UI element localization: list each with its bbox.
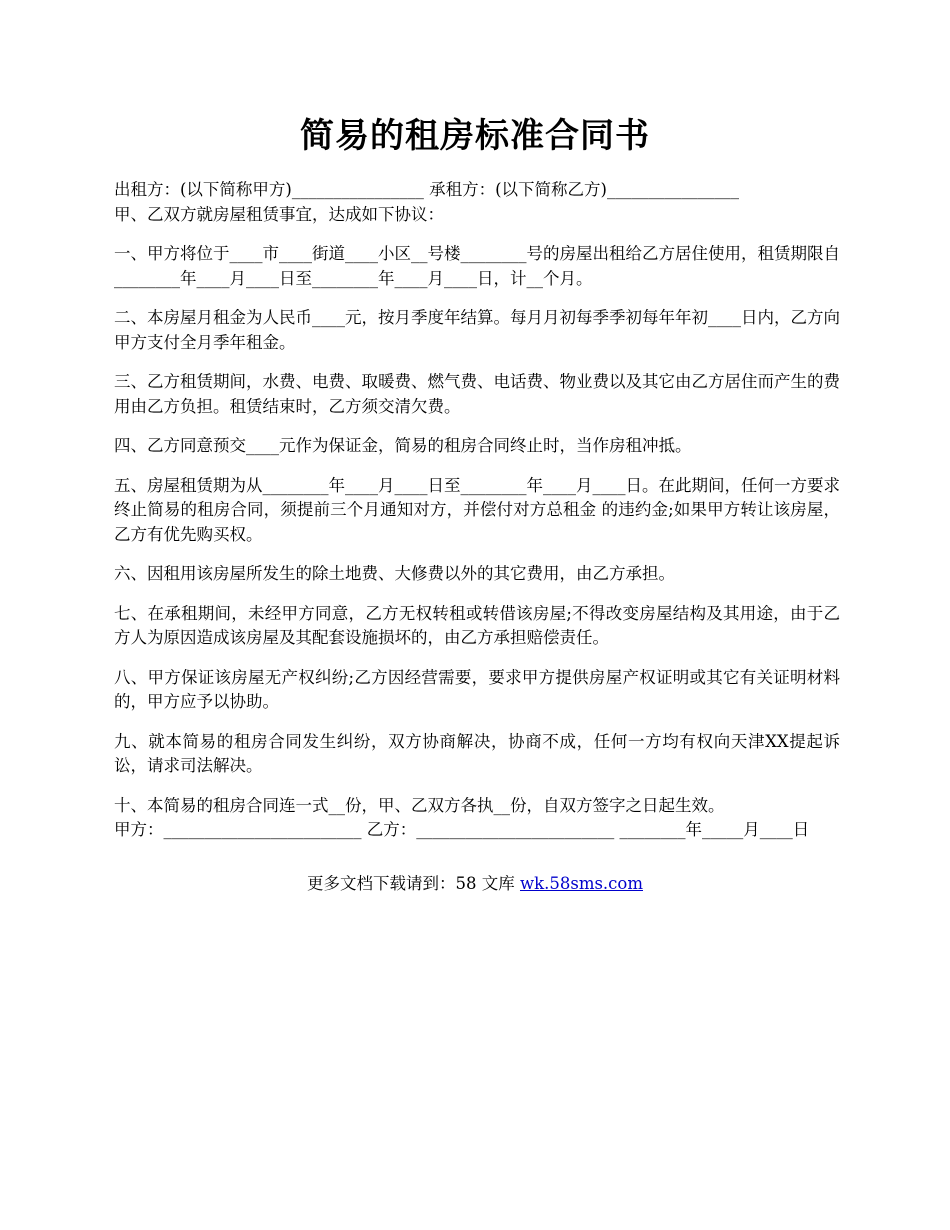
footer-prefix: 更多文档下载请到：58 文库 xyxy=(306,874,520,893)
clause-3: 三、乙方租赁期间，水费、电费、取暖费、燃气费、电话费、物业费以及其它由乙方居住而产生的费用由乙方负担。租赁结束时，乙方须交清欠费。 xyxy=(114,372,840,416)
intro-line: 甲、乙双方就房屋租赁事宜，达成如下协议： xyxy=(114,204,444,224)
clause-9: 九、就本简易的租房合同发生纠纷，双方协商解决，协商不成，任何一方均有权向天津XX提起诉讼，请求司法解决。 xyxy=(114,731,840,775)
clause-7: 七、在承租期间，未经甲方同意，乙方无权转租或转借该房屋;不得改变房屋结构及其用途，由于乙方人为原因造成该房屋及其配套设施损坏的，由乙方承担赔偿责任。 xyxy=(114,603,840,647)
clause-10: 十、本简易的租房合同连一式__份，甲、乙双方各执__份，自双方签字之日起生效。 xyxy=(114,795,725,815)
document-body xyxy=(114,178,840,858)
footer-link[interactable]: wk.58sms.com xyxy=(519,874,643,893)
clause-8: 八、甲方保证该房屋无产权纠纷;乙方因经营需要，要求甲方提供房屋产权证明或其它有关证明材料的，甲方应予以协助。 xyxy=(114,667,840,711)
clause-5: 五、房屋租赁期为从________年____月____日至________年____月____日。在此期间，任何一方要求终止简易的租房合同，须提前三个月通知对方，并偿付对方总租金 的违约金;如果甲方转让该房屋，乙方有优先购买权。 xyxy=(114,475,840,544)
parties-line: 出租方：(以下简称甲方)________________ 承租方：(以下简称乙方)________________ xyxy=(114,180,739,199)
clause-2: 二、本房屋月租金为人民币____元，按月季度年结算。每月月初每季季初每年年初____日内，乙方向甲方支付全月季年租金。 xyxy=(114,308,840,352)
signature-line: 甲方：________________________ 乙方：________________________ ________年_____月____日 xyxy=(114,820,810,839)
download-footer xyxy=(114,872,836,896)
clause-1: 一、甲方将位于____市____街道____小区__号楼________号的房屋出租给乙方居住使用，租赁期限自________年____月____日至________年____月____日，计__个月。 xyxy=(114,244,840,288)
clause-6: 六、因租用该房屋所发生的除土地费、大修费以外的其它费用，由乙方承担。 xyxy=(114,564,675,583)
document-title: 简易的租房标准合同书 xyxy=(300,116,650,156)
clause-4: 四、乙方同意预交____元作为保证金，简易的租房合同终止时，当作房租冲抵。 xyxy=(114,436,692,455)
